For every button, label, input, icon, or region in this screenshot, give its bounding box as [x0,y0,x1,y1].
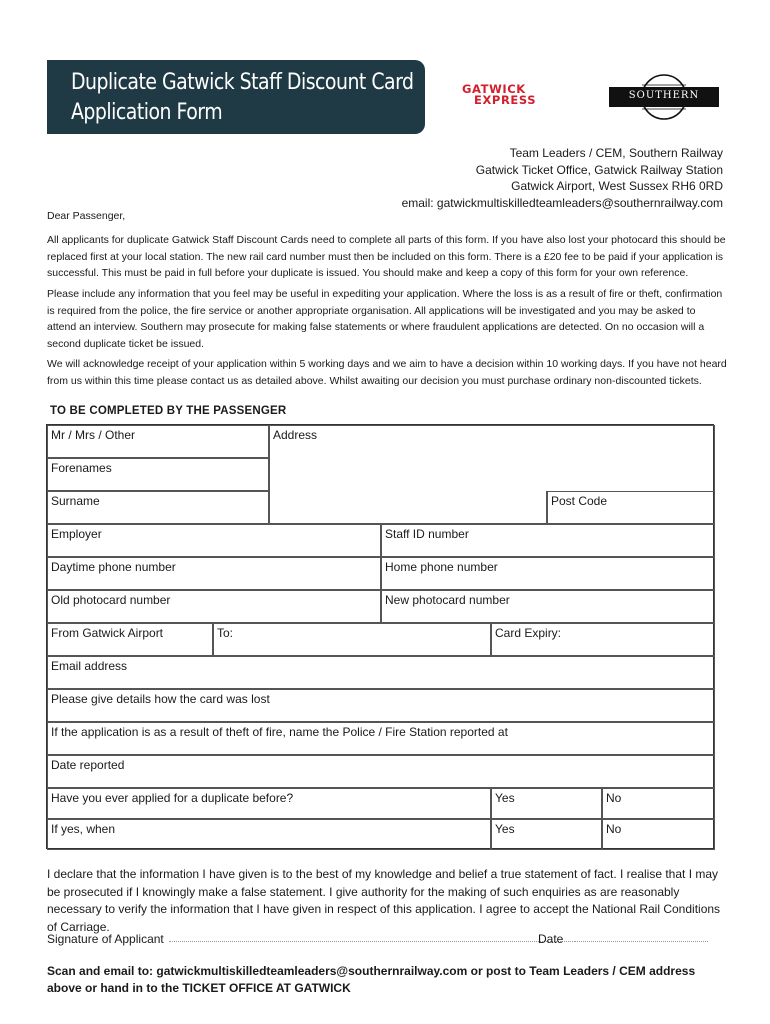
office-address [402,145,723,211]
southern-logo-text: SOUTHERN [628,90,700,101]
old-photocard-field[interactable] [47,590,381,623]
date-reported-field[interactable] [47,755,715,788]
address-line-1: Team Leaders / CEM, Southern Railway [509,146,723,160]
theft-fire-station-field-label: If the application is as a result of theft of fire, name the Police / Fire Station reported at [51,725,508,739]
applied-before-no-label: No [606,791,622,805]
form-title-line1: Duplicate Gatwick Staff Discount Card [71,70,414,95]
old-photocard-field-label: Old photocard number [51,593,171,607]
passenger-form [46,424,714,849]
intro-paragraph-2: Please include any information that you feel may be useful in expediting your application. Where the loss is as a result of fire or theft, confirmation is required from the police, the fire service or another appropriate organisation. All applications will be investigated and you may be asked to attend an interview. Southern may prosecute for making false statements or where fraudulent applications are detected. On no occasion will a second duplicate ticket be issued. [47,288,723,350]
daytime-phone-field[interactable] [47,557,381,590]
applied-before-no[interactable] [602,788,715,819]
section-heading: TO BE COMPLETED BY THE PASSENGER [50,405,287,417]
signature-label: Signature of Applicant [47,932,164,946]
surname-field-label: Surname [51,494,100,508]
to-station-field[interactable] [213,623,491,656]
if-yes-when-field[interactable] [47,819,491,850]
postcode-field[interactable] [547,491,715,524]
applied-before-yes[interactable] [491,788,602,819]
new-photocard-field-label: New photocard number [385,593,510,607]
card-expiry-field[interactable] [491,623,715,656]
address-field-continued[interactable] [269,491,547,524]
applied-before-label: Have you ever applied for a duplicate before? [51,791,294,805]
from-station-field-label: From Gatwick Airport [51,626,164,640]
if-yes-no-label: No [606,822,622,836]
staff-id-field-label: Staff ID number [385,527,469,541]
employer-field-label: Employer [51,527,102,541]
if-yes-yes-label: Yes [495,822,515,836]
from-station-field[interactable] [47,623,213,656]
southern-logo [609,72,719,122]
how-lost-field-label: Please give details how the card was lost [51,692,270,706]
if-yes-when-label: If yes, when [51,822,116,836]
date-label: Date [538,932,564,946]
signature-line[interactable] [169,941,575,942]
forenames-field[interactable] [47,458,269,491]
address-line-2: Gatwick Ticket Office, Gatwick Railway Station [475,162,723,177]
staff-id-field[interactable] [381,524,715,557]
postcode-field-label: Post Code [551,494,608,508]
gatwick-express-logo-line2: EXPRESS [474,93,537,107]
theft-fire-station-field[interactable] [47,722,715,755]
address-line-3: Gatwick Airport, West Sussex RH6 0RD [511,179,723,193]
date-line[interactable] [574,941,708,942]
email-field-label: Email address [51,659,128,673]
daytime-phone-field-label: Daytime phone number [51,560,176,574]
form-title-line2: Application Form [71,100,223,125]
card-expiry-field-label: Card Expiry: [495,626,562,640]
email-field[interactable] [47,656,715,689]
salutation: Dear Passenger, [47,210,126,222]
intro-paragraph-3: We will acknowledge receipt of your application within 5 working days and we aim to have a decision within 10 working days. If you have not heard from us within this time please contact us as detailed above. Whilst awaiting our decision you must purchase ordinary non-discounted tickets. [47,358,727,387]
to-station-field-label: To: [217,626,234,640]
gatwick-express-logo-line1: GATWICK [462,82,526,96]
if-yes-yes[interactable] [491,819,602,850]
how-lost-field[interactable] [47,689,715,722]
title-banner [47,60,425,134]
gatwick-express-logo [462,84,578,110]
employer-field[interactable] [47,524,381,557]
date-reported-field-label: Date reported [51,758,125,772]
home-phone-field[interactable] [381,557,715,590]
surname-field[interactable] [47,491,269,524]
if-yes-no[interactable] [602,819,715,850]
declaration-text: I declare that the information I have given is to the best of my knowledge and belief a true statement of fact. I realise that I may be prosecuted if I knowingly make a false statement. I give authority for the making of such enquiries as are reasonably necessary to verify the information that I have given in respect of this application. I agree to accept the National Rail Conditions of Carriage. [47,867,721,934]
forenames-field-label: Forenames [51,461,112,475]
intro-paragraph-1: All applicants for duplicate Gatwick Staff Discount Cards need to complete all parts of this form. If you have also lost your photocard this should be replaced first at your local station. The new rail card number must then be included on this form. There is a £20 fee to be paid if your application is successful. This must be paid in full before your duplicate is issued. You should make and keep a copy of this form for your own reference. [47,234,726,279]
address-email: email: gatwickmultiskilledteamleaders@southernrailway.com [401,195,723,210]
new-photocard-field[interactable] [381,590,715,623]
closing-instructions: Scan and email to: gatwickmultiskilledteamleaders@southernrailway.com or post to Team Leaders / CEM address above or hand in to the TICKET OFFICE AT GATWICK [47,964,696,995]
title-field-label: Mr / Mrs / Other [51,428,135,442]
home-phone-field-label: Home phone number [385,560,498,574]
applied-before-yes-label: Yes [495,791,515,805]
applied-before-question [47,788,491,819]
address-field[interactable] [269,425,715,491]
address-field-label: Address [273,428,318,442]
signature-row [47,931,727,949]
title-field[interactable] [47,425,269,458]
